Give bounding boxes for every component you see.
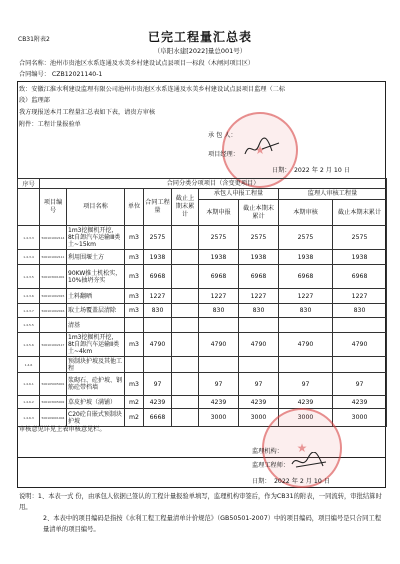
row-prev-total: [172, 265, 199, 289]
unit-header: 单位: [125, 189, 144, 226]
row-contract-qty: 4239: [144, 396, 172, 409]
contractor-cumulative-header: 截止本期末累计: [239, 200, 279, 226]
table-row: [18, 226, 387, 250]
row-prev-total: [172, 304, 199, 318]
table-body: [18, 226, 387, 427]
row-prev-total: [172, 250, 199, 265]
row-unit: [125, 318, 144, 333]
row-contract-qty: 1938: [144, 250, 172, 265]
contract-qty-header: 合同工程量: [144, 189, 172, 226]
contractor-label: 承 包 人：: [208, 132, 237, 139]
row-contractor-this-period: 2575: [199, 226, 239, 250]
row-supervisor-cumulative: [333, 318, 387, 333]
engineer-signature: [290, 452, 330, 472]
attachment-line: 附件：工程计量报验单: [19, 121, 81, 128]
table-row: [18, 357, 387, 373]
code-header: 项目编号: [40, 189, 67, 226]
audit-opinion: 审核意见详见上表审核意见栏。: [19, 426, 106, 433]
row-unit: m2: [125, 409, 144, 427]
table-row: [18, 318, 387, 333]
row-contract-qty: [144, 357, 172, 373]
row-unit: [125, 357, 144, 373]
form-number: CB31附表2: [18, 36, 50, 43]
row-contractor-this-period: 1938: [199, 250, 239, 265]
row-name: 草皮护坡（满铺）: [67, 396, 125, 409]
row-name: 1m3挖掘机开挖，8t自卸汽车运输Ⅱ类土~4km: [67, 333, 125, 357]
row-code: 500105005001: [40, 373, 67, 396]
row-prev-total: [172, 409, 199, 427]
table-row: [18, 396, 387, 409]
row-contract-qty: 4790: [144, 333, 172, 357]
addressee-continued: 段）监理部: [19, 97, 50, 104]
row-supervisor-cumulative: 6968: [333, 265, 387, 289]
contract-number: 合同编号： CZB12021140-1: [19, 71, 103, 78]
row-name: 预制块护坡及其他工程: [67, 357, 125, 373]
row-code: 500101002016: [40, 304, 67, 318]
prev-total-header: 截止上期末累计: [172, 189, 199, 226]
row-supervisor-cumulative: [333, 357, 387, 373]
table-row: [18, 304, 387, 318]
row-prev-total: [172, 357, 199, 373]
row-code: 500101002117: [40, 333, 67, 357]
row-contractor-cumulative: 4239: [239, 396, 279, 409]
row-serial: 1.4.3.4: [18, 250, 40, 265]
contractor-group-header: 承包人申报工程量: [199, 189, 279, 200]
row-contractor-this-period: 1227: [199, 289, 239, 304]
row-code: [40, 318, 67, 333]
row-serial: 1.4.5.5: [18, 318, 40, 333]
supervisor-group-header: 监理人审核工程量: [279, 189, 387, 200]
audit-date: 2022 年 2 月 10 日: [274, 478, 330, 485]
row-contractor-cumulative: 2575: [239, 226, 279, 250]
row-contractor-this-period: 4239: [199, 396, 239, 409]
row-supervisor-this-period: [279, 318, 333, 333]
row-contractor-this-period: [199, 357, 239, 373]
document-subtitle: （阜阳水建[2022]量总001号）: [153, 47, 247, 55]
row-code: 500101002114: [40, 226, 67, 250]
row-name: C20砼自嵌式预制块护坡: [67, 409, 125, 427]
row-supervisor-this-period: 2575: [279, 226, 333, 250]
row-prev-total: [172, 318, 199, 333]
audit-date-label: 日期：: [252, 478, 271, 485]
contractor-this-period-header: 本期申报: [199, 200, 239, 226]
row-contractor-cumulative: 6968: [239, 265, 279, 289]
table-row: [18, 373, 387, 396]
row-contractor-cumulative: 1227: [239, 289, 279, 304]
row-supervisor-this-period: [279, 357, 333, 373]
row-contract-qty: 830: [144, 304, 172, 318]
row-serial: 1.4.5.6: [18, 333, 40, 357]
project-manager-label: 项目经理：: [208, 151, 239, 158]
row-prev-total: [172, 226, 199, 250]
agency-label: 监理机构：: [252, 448, 283, 455]
contract-name: 合同名称：池州市贵池区水系连通及水美乡村建设试点县项目一标段（木闸河项目区）: [19, 60, 255, 67]
row-contract-qty: 6668: [144, 409, 172, 427]
row-code: 500103001001: [40, 265, 67, 289]
row-code: 500103005002: [40, 396, 67, 409]
note-1: 说明：1、本表一式 份，由承包人依据已签认的工程计量报验单填写，监理机构审签后，作为CB31的附表，一同流转，审批结算时用。: [19, 493, 382, 511]
row-unit: m3: [125, 373, 144, 396]
row-name: 90KW推土机松实，10%抽坍夯实: [67, 265, 125, 289]
row-unit: m3: [125, 250, 144, 265]
row-contractor-cumulative: 830: [239, 304, 279, 318]
seal-star-icon: ★: [254, 143, 266, 157]
serial-header-blank: [18, 189, 40, 226]
row-unit: m2: [125, 396, 144, 409]
row-prev-total: [172, 396, 199, 409]
supervisor-cumulative-header: 截止本期末累计: [333, 200, 387, 226]
row-supervisor-this-period: 830: [279, 304, 333, 318]
table-top-header: 合同分类分项项目（含变更项目）: [40, 179, 387, 189]
row-code: 500101002111: [40, 250, 67, 265]
row-supervisor-cumulative: 97: [333, 373, 387, 396]
supervisor-this-period-header: 本期审核: [279, 200, 333, 226]
addressee: 致：安徽江淮水利建设监理有限公司池州市贵池区水系连通及水美乡村建设试点县项目监理（二标: [19, 86, 286, 93]
quantity-table: [17, 178, 387, 427]
row-contractor-cumulative: 1938: [239, 250, 279, 265]
row-prev-total: [172, 289, 199, 304]
row-contractor-this-period: 3000: [199, 409, 239, 427]
engineer-label: 监理工程师：: [252, 462, 290, 469]
row-unit: m3: [125, 304, 144, 318]
row-contractor-cumulative: 97: [239, 373, 279, 396]
table-row: [18, 250, 387, 265]
row-supervisor-cumulative: 1227: [333, 289, 387, 304]
row-contract-qty: 1227: [144, 289, 172, 304]
note-2: 2、本表中的项目编码是指按《水利工程工程量清单计价规范》（GB50501-2007）中的项目编码，项目编号是只合同工程量清单的项目编号。: [43, 515, 382, 533]
row-serial: 1.4.3.3: [18, 226, 40, 250]
row-contractor-this-period: 4790: [199, 333, 239, 357]
row-name: 1m3挖掘机开挖，8t自卸汽车运输Ⅲ类土~15km: [67, 226, 125, 250]
name-header: 项目名称: [67, 189, 125, 226]
row-unit: m3: [125, 289, 144, 304]
row-serial: 1.4.6.3: [18, 409, 40, 427]
notes: [19, 491, 385, 535]
row-name: 浆砌石、砼护坡、钢筋砼带档墙: [67, 373, 125, 396]
report-statement: 我方现报送本月工程量汇总表如下表，请贵方审核: [19, 109, 156, 116]
row-name: 土料翻晒: [67, 289, 125, 304]
row-serial: 1.4.3.6: [18, 289, 40, 304]
row-contractor-this-period: 6968: [199, 265, 239, 289]
project-manager-signature: [242, 136, 282, 160]
row-supervisor-cumulative: 2575: [333, 226, 387, 250]
row-serial: 1.4.6: [18, 357, 40, 373]
seal-star-icon: ★: [296, 441, 308, 455]
row-name: 取土场覆盖层清除: [67, 304, 125, 318]
table-row: [18, 333, 387, 357]
row-supervisor-this-period: 97: [279, 373, 333, 396]
document-title: 已完工程量汇总表: [147, 30, 252, 44]
serial-header: 序号: [18, 179, 40, 189]
row-serial: 1.4.6.2: [18, 396, 40, 409]
row-contract-qty: [144, 318, 172, 333]
report-date-label: 日期：: [272, 167, 291, 174]
row-supervisor-this-period: 6968: [279, 265, 333, 289]
row-code: 500101002015: [40, 289, 67, 304]
row-serial: 1.4.3.5: [18, 265, 40, 289]
row-serial: 1.4.3.7: [18, 304, 40, 318]
row-contract-qty: 97: [144, 373, 172, 396]
row-supervisor-cumulative: 830: [333, 304, 387, 318]
row-supervisor-this-period: 4239: [279, 396, 333, 409]
row-supervisor-this-period: 1227: [279, 289, 333, 304]
table-row: [18, 265, 387, 289]
row-supervisor-cumulative: 1938: [333, 250, 387, 265]
row-contractor-cumulative: 3000: [239, 409, 279, 427]
row-name: 利用围堰土方: [67, 250, 125, 265]
row-prev-total: [172, 333, 199, 357]
row-name: 清基: [67, 318, 125, 333]
row-serial: 1.4.6.1: [18, 373, 40, 396]
row-unit: m3: [125, 226, 144, 250]
row-unit: m3: [125, 333, 144, 357]
row-supervisor-this-period: 4790: [279, 333, 333, 357]
row-contractor-this-period: 97: [199, 373, 239, 396]
table-row: [18, 289, 387, 304]
row-contractor-cumulative: [239, 318, 279, 333]
row-supervisor-cumulative: 3000: [333, 409, 387, 427]
row-supervisor-cumulative: 4790: [333, 333, 387, 357]
row-code: [40, 357, 67, 373]
row-contract-qty: 2575: [144, 226, 172, 250]
row-contractor-cumulative: [239, 357, 279, 373]
row-contractor-cumulative: 4790: [239, 333, 279, 357]
row-unit: m3: [125, 265, 144, 289]
row-contractor-this-period: [199, 318, 239, 333]
row-supervisor-this-period: 1938: [279, 250, 333, 265]
row-prev-total: [172, 373, 199, 396]
row-supervisor-cumulative: 4239: [333, 396, 387, 409]
row-contract-qty: 6968: [144, 265, 172, 289]
row-code: 500109001004: [40, 409, 67, 427]
report-date: 2022 年 2 月 10 日: [294, 167, 350, 174]
row-contractor-this-period: 830: [199, 304, 239, 318]
row-supervisor-this-period: 3000: [279, 409, 333, 427]
